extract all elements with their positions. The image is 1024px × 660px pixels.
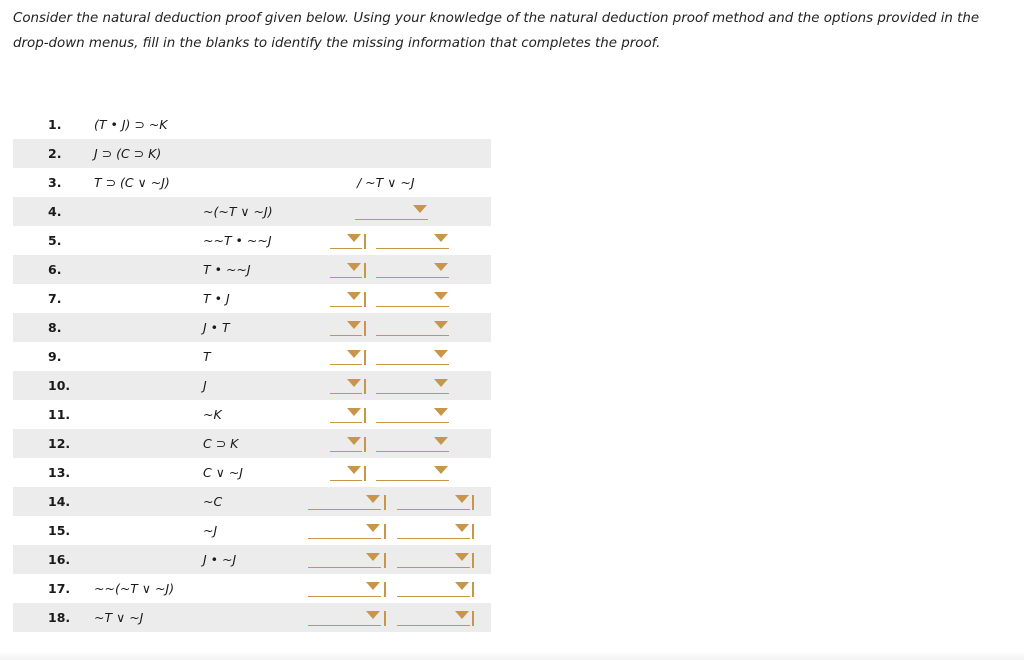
line-number: 1.	[48, 117, 62, 132]
dropdown-separator	[384, 553, 386, 568]
line-number: 9.	[48, 349, 62, 364]
justification-rule-dropdown[interactable]	[376, 285, 449, 307]
chevron-down-icon[interactable]	[434, 466, 448, 474]
dropdown-separator	[364, 321, 366, 336]
justification-rule-dropdown[interactable]	[397, 604, 470, 626]
line-number: 2.	[48, 146, 62, 161]
justification-rule-dropdown[interactable]	[397, 488, 470, 510]
derived-formula: J • T	[203, 320, 230, 335]
derived-formula: ~K	[203, 407, 222, 422]
chevron-down-icon[interactable]	[347, 263, 361, 271]
justification-rule-dropdown[interactable]	[397, 575, 470, 597]
proof-line	[13, 545, 491, 574]
chevron-down-icon[interactable]	[366, 611, 380, 619]
line-number: 18.	[48, 610, 71, 625]
proof-line	[13, 371, 491, 400]
justification-rule-dropdown[interactable]	[376, 256, 449, 278]
dropdown-separator	[472, 553, 474, 568]
chevron-down-icon[interactable]	[347, 350, 361, 358]
justification-rule-dropdown[interactable]	[376, 459, 449, 481]
line-number: 12.	[48, 436, 71, 451]
justification-lines-dropdown[interactable]	[330, 430, 362, 452]
justification-lines-dropdown[interactable]	[308, 604, 381, 626]
chevron-down-icon[interactable]	[347, 408, 361, 416]
justification-rule-dropdown[interactable]	[376, 343, 449, 365]
footer-divider	[0, 652, 1024, 660]
dropdown-separator	[364, 379, 366, 394]
chevron-down-icon[interactable]	[366, 524, 380, 532]
dropdown-separator	[384, 495, 386, 510]
justification-rule-dropdown[interactable]	[376, 430, 449, 452]
justification-rule-dropdown[interactable]	[376, 227, 449, 249]
premise-formula: T ⊃ (C ∨ ~J)	[94, 175, 170, 190]
chevron-down-icon[interactable]	[366, 582, 380, 590]
justification-rule-dropdown[interactable]	[355, 198, 428, 220]
chevron-down-icon[interactable]	[434, 408, 448, 416]
proof-line	[13, 516, 491, 545]
proof-line	[13, 110, 491, 139]
line-number: 6.	[48, 262, 62, 277]
derived-formula: J	[203, 378, 207, 393]
dropdown-separator	[384, 524, 386, 539]
proof-line	[13, 255, 491, 284]
proof-line	[13, 313, 491, 342]
chevron-down-icon[interactable]	[434, 321, 448, 329]
chevron-down-icon[interactable]	[347, 466, 361, 474]
chevron-down-icon[interactable]	[366, 495, 380, 503]
line-number: 14.	[48, 494, 71, 509]
derived-formula: C ∨ ~J	[203, 465, 243, 480]
dropdown-separator	[472, 611, 474, 626]
dropdown-separator	[364, 263, 366, 278]
line-number: 3.	[48, 175, 62, 190]
line-number: 7.	[48, 291, 62, 306]
premise-formula: ~T ∨ ~J	[94, 610, 144, 625]
chevron-down-icon[interactable]	[366, 553, 380, 561]
chevron-down-icon[interactable]	[347, 437, 361, 445]
proof-line	[13, 139, 491, 168]
proof-line	[13, 458, 491, 487]
proof-line	[13, 400, 491, 429]
chevron-down-icon[interactable]	[347, 379, 361, 387]
justification-lines-dropdown[interactable]	[330, 314, 362, 336]
justification-rule-dropdown[interactable]	[376, 314, 449, 336]
derived-formula: T • J	[203, 291, 230, 306]
premise-formula: ~~(~T ∨ ~J)	[94, 581, 175, 596]
justification-lines-dropdown[interactable]	[308, 517, 381, 539]
proof-line	[13, 487, 491, 516]
chevron-down-icon[interactable]	[434, 350, 448, 358]
justification-rule-dropdown[interactable]	[376, 401, 449, 423]
justification-lines-dropdown[interactable]	[308, 488, 381, 510]
justification-lines-dropdown[interactable]	[330, 285, 362, 307]
derived-formula: J • ~J	[203, 552, 237, 567]
chevron-down-icon[interactable]	[434, 379, 448, 387]
dropdown-separator	[364, 234, 366, 249]
line-number: 11.	[48, 407, 71, 422]
proof-line	[13, 574, 491, 603]
chevron-down-icon[interactable]	[347, 321, 361, 329]
chevron-down-icon[interactable]	[455, 611, 469, 619]
proof-line	[13, 226, 491, 255]
conclusion-text: / ~T ∨ ~J	[357, 175, 415, 190]
dropdown-separator	[364, 408, 366, 423]
chevron-down-icon[interactable]	[413, 205, 427, 213]
dropdown-separator	[472, 495, 474, 510]
proof-line	[13, 429, 491, 458]
chevron-down-icon[interactable]	[455, 495, 469, 503]
proof-line	[13, 197, 491, 226]
justification-lines-dropdown[interactable]	[330, 343, 362, 365]
justification-lines-dropdown[interactable]	[330, 256, 362, 278]
justification-lines-dropdown[interactable]	[330, 372, 362, 394]
proof-line	[13, 168, 491, 197]
proof-table	[13, 110, 491, 632]
chevron-down-icon[interactable]	[434, 292, 448, 300]
derived-formula: ~~T • ~~J	[203, 233, 272, 248]
chevron-down-icon[interactable]	[434, 263, 448, 271]
line-number: 17.	[48, 581, 71, 596]
dropdown-separator	[384, 582, 386, 597]
derived-formula: T	[203, 349, 211, 364]
chevron-down-icon[interactable]	[347, 234, 361, 242]
chevron-down-icon[interactable]	[347, 292, 361, 300]
dropdown-separator	[364, 350, 366, 365]
derived-formula: ~(~T ∨ ~J)	[203, 204, 273, 219]
proof-line	[13, 342, 491, 371]
line-number: 4.	[48, 204, 62, 219]
justification-lines-dropdown[interactable]	[330, 401, 362, 423]
line-number: 13.	[48, 465, 71, 480]
chevron-down-icon[interactable]	[434, 437, 448, 445]
derived-formula: C ⊃ K	[203, 436, 239, 451]
chevron-down-icon[interactable]	[455, 582, 469, 590]
line-number: 10.	[48, 378, 71, 393]
dropdown-separator	[364, 466, 366, 481]
proof-line	[13, 284, 491, 313]
line-number: 8.	[48, 320, 62, 335]
premise-formula: (T • J) ⊃ ~K	[94, 117, 168, 132]
premise-formula: J ⊃ (C ⊃ K)	[94, 146, 162, 161]
dropdown-separator	[364, 292, 366, 307]
derived-formula: ~J	[203, 523, 218, 538]
instructions-text: Consider the natural deduction proof given below. Using your knowledge of the natural deduction proof method and the options provided in the drop-down menus, fill in the blanks to identify the missing information that completes the proof.	[13, 11, 980, 51]
dropdown-separator	[364, 437, 366, 452]
derived-formula: T • ~~J	[203, 262, 251, 277]
justification-rule-dropdown[interactable]	[397, 517, 470, 539]
dropdown-separator	[384, 611, 386, 626]
justification-rule-dropdown[interactable]	[376, 372, 449, 394]
chevron-down-icon[interactable]	[434, 234, 448, 242]
chevron-down-icon[interactable]	[455, 524, 469, 532]
proof-line	[13, 603, 491, 632]
justification-lines-dropdown[interactable]	[330, 459, 362, 481]
derived-formula: ~C	[203, 494, 223, 509]
dropdown-separator	[472, 524, 474, 539]
line-number: 5.	[48, 233, 62, 248]
line-number: 16.	[48, 552, 71, 567]
justification-lines-dropdown[interactable]	[308, 575, 381, 597]
justification-lines-dropdown[interactable]	[308, 546, 381, 568]
chevron-down-icon[interactable]	[455, 553, 469, 561]
dropdown-separator	[472, 582, 474, 597]
justification-rule-dropdown[interactable]	[397, 546, 470, 568]
line-number: 15.	[48, 523, 71, 538]
justification-lines-dropdown[interactable]	[330, 227, 362, 249]
